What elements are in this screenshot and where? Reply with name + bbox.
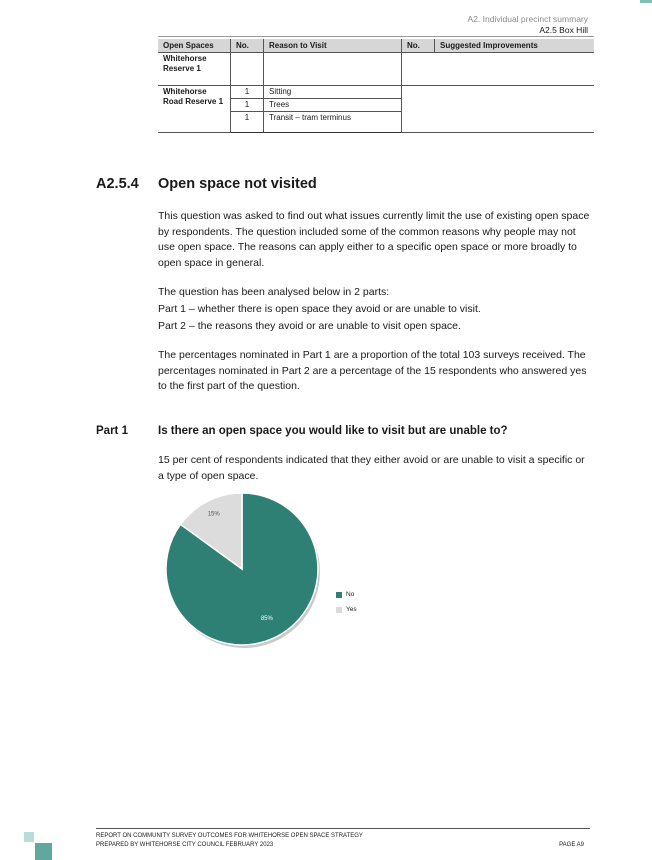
table-header: No. xyxy=(402,39,435,53)
decorative-square xyxy=(24,832,34,842)
running-header-section: A2. Individual precinct summary xyxy=(467,14,588,24)
section-title: Open space not visited xyxy=(158,176,317,192)
table-header: Reason to Visit xyxy=(264,39,402,53)
section-number: A2.5.4 xyxy=(96,176,139,192)
reason-count: 1 xyxy=(231,112,264,133)
table-cell xyxy=(264,53,402,86)
pie-chart-svg xyxy=(150,488,410,658)
reason-count: 1 xyxy=(231,99,264,112)
analysis-paragraph xyxy=(158,285,590,335)
table-header: Suggested Improvements xyxy=(435,39,595,53)
visit-reasons-table xyxy=(158,39,594,133)
pie-data-label: 15% xyxy=(207,511,220,518)
legend-label: Yes xyxy=(346,606,357,613)
pie-chart xyxy=(150,488,410,658)
analysis-line: Part 1 – whether there is open space they avoid or are unable to visit. xyxy=(158,302,481,315)
footer-rule xyxy=(96,828,590,829)
reason-count: 1 xyxy=(231,86,264,99)
table-header: No. xyxy=(231,39,264,53)
open-space-name: Whitehorse Road Reserve 1 xyxy=(158,86,231,133)
analysis-line: The question has been analysed below in 2 parts: xyxy=(158,286,390,298)
running-header-subsection: A2.5 Box Hill xyxy=(539,25,588,35)
page-number: PAGE A9 xyxy=(559,842,584,848)
chart-legend xyxy=(336,587,357,617)
table-row xyxy=(158,86,594,99)
percentage-note: The percentages nominated in Part 1 are a proportion of the total 103 surveys received. The percentages nominated in Part 2 are a percentage of the 15 respondents who answered yes to the first part of the question. xyxy=(158,349,587,392)
decorative-square xyxy=(35,843,52,860)
analysis-line: Part 2 – the reasons they avoid or are unable to visit open space. xyxy=(158,320,461,332)
legend-swatch-no xyxy=(336,592,342,598)
part-finding: 15 per cent of respondents indicated that they either avoid or are unable to visit a specific or a type of open space. xyxy=(158,454,585,482)
part-label: Part 1 xyxy=(96,425,128,437)
table-header: Open Spaces xyxy=(158,39,231,53)
table-header-row xyxy=(158,39,594,53)
table-cell xyxy=(402,53,595,86)
table-cell xyxy=(231,53,264,86)
footer-report-title: REPORT ON COMMUNITY SURVEY OUTCOMES FOR WHITEHORSE OPEN SPACE STRATEGY xyxy=(96,833,363,839)
table-row xyxy=(158,53,594,86)
reason-text: Sitting xyxy=(264,86,402,99)
corner-accent xyxy=(640,0,652,3)
table-cell xyxy=(402,86,595,133)
legend-item xyxy=(336,587,357,602)
legend-item xyxy=(336,602,357,617)
reason-text: Transit – tram terminus xyxy=(264,112,402,133)
reason-text: Trees xyxy=(264,99,402,112)
part-question: Is there an open space you would like to visit but are unable to? xyxy=(158,425,508,437)
legend-swatch-yes xyxy=(336,607,342,613)
header-rule xyxy=(158,36,594,37)
legend-label: No xyxy=(346,591,355,598)
intro-paragraph: This question was asked to find out what issues currently limit the use of existing open space by respondents. The question included some of the common reasons why people may not use open space. The reasons can apply either to a specific open space or more broadly to open space in general. xyxy=(158,210,590,269)
open-space-name: Whitehorse Reserve 1 xyxy=(158,53,231,86)
footer-prepared-by: PREPARED BY WHITEHORSE CITY COUNCIL FEBRUARY 2023 xyxy=(96,842,274,848)
pie-data-label: 85% xyxy=(260,615,273,622)
